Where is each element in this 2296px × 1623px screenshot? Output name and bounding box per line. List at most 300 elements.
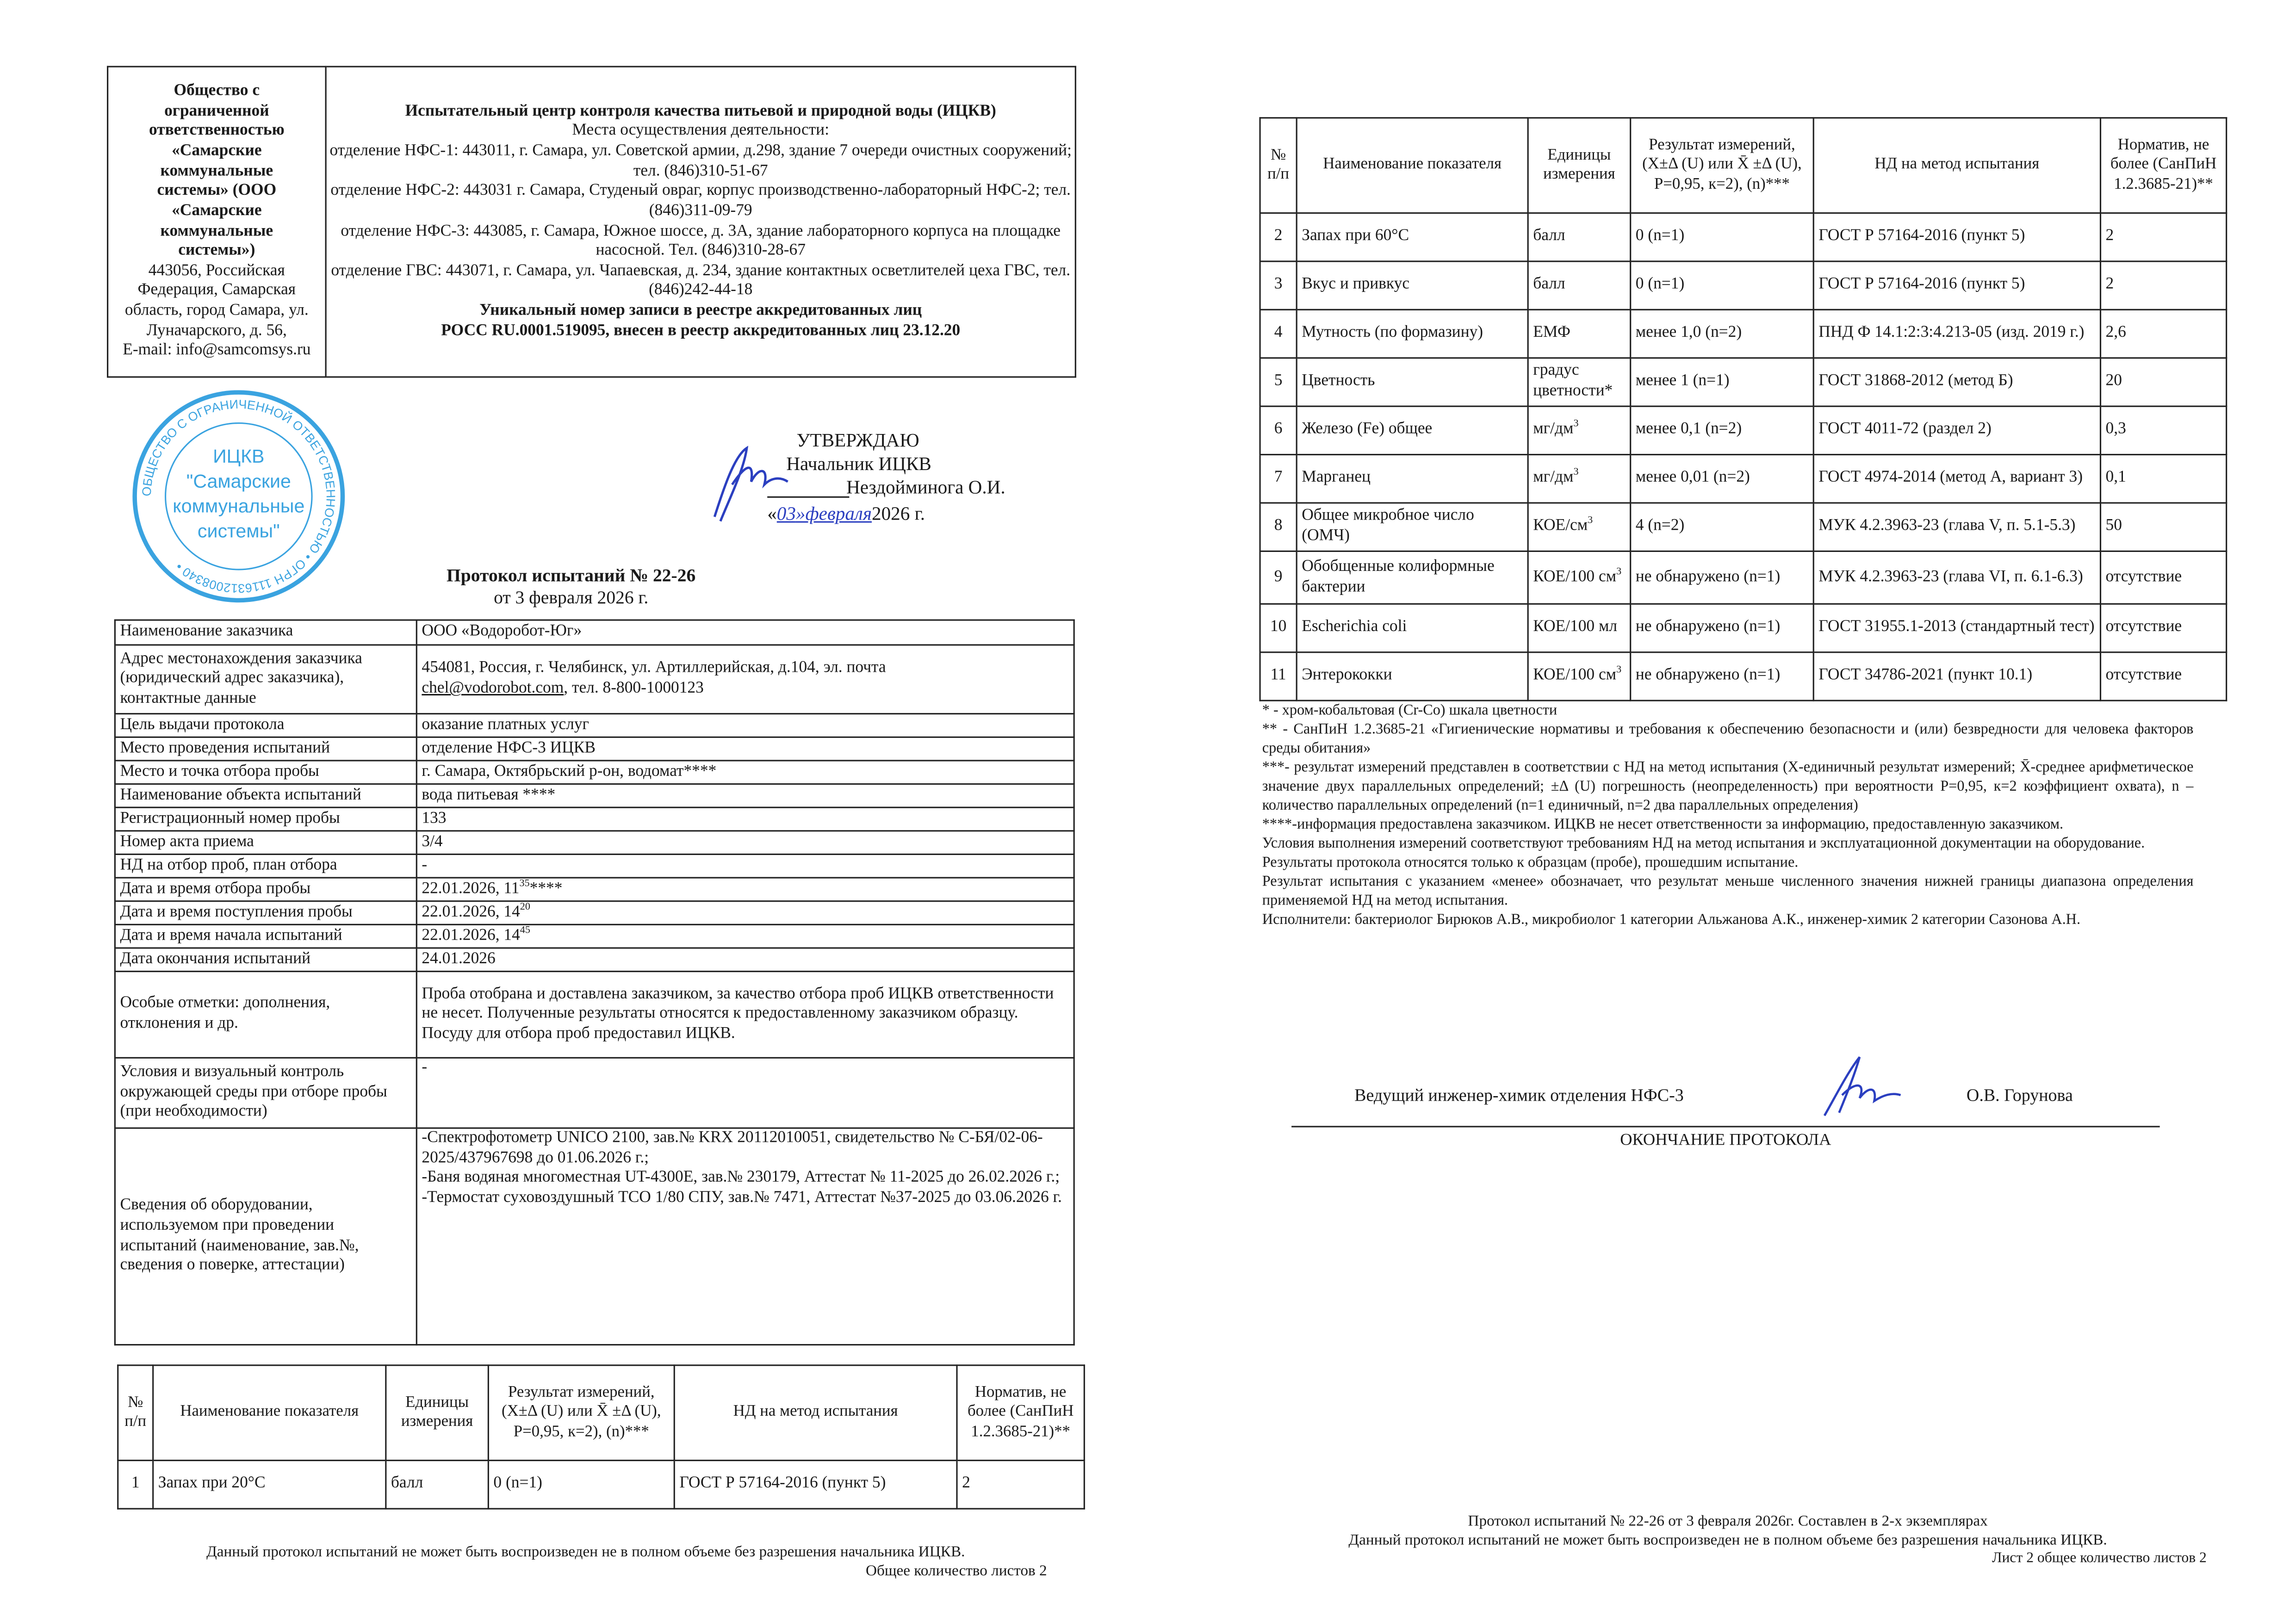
info-row <box>115 972 1074 1058</box>
footnote-item: * - хром-кобальтовая (Cr-Co) шкала цветности <box>1262 702 1558 719</box>
cell-unit <box>1528 551 1631 604</box>
approval-title: УТВЕРЖДАЮ <box>796 429 919 451</box>
cell-num-text: 9 <box>1274 567 1283 585</box>
cell-result-text: менее 1,0 (n=2) <box>1635 323 1742 341</box>
org-address-line: Федерация, Самарская <box>137 282 296 300</box>
cell-name <box>1297 652 1528 700</box>
time-minutes: 20 <box>520 900 530 912</box>
info-value-text: ООО «Водоробот-Юг» <box>422 622 582 640</box>
cell-name <box>1297 358 1528 406</box>
info-row <box>115 714 1074 737</box>
cell-result <box>488 1461 674 1509</box>
column-header-name: Наименование показателя <box>1297 118 1528 213</box>
cell-method <box>1813 213 2100 261</box>
cell-name <box>1297 406 1528 454</box>
cell-num <box>1260 310 1297 358</box>
cell-name <box>1297 551 1528 604</box>
approval-year: 2026 г. <box>872 502 925 524</box>
cell-method-text: ГОСТ Р 57164-2016 (пункт 5) <box>679 1474 886 1493</box>
cell-result <box>1631 604 1814 652</box>
cell-unit <box>1528 503 1631 551</box>
org-name-line: «Самарские <box>172 142 262 160</box>
info-label: Номер акта приема <box>115 831 416 855</box>
stamp-ring-text: ОБЩЕСТВО С ОГРАНИЧЕННОЙ ОТВЕТСТВЕННОСТЬЮ • ОГРН 1116312008340 • <box>139 397 338 595</box>
place-item: отделение НФС-3: 443085, г. Самара, Южное шоссе, д. 3А, здание лабораторного корпуса на площадке насосной. Тел. (846)310-28-67 <box>341 222 1061 260</box>
footnotes <box>1262 701 2194 930</box>
cell-norm <box>2100 652 2226 700</box>
cell-num-text: 10 <box>1270 618 1287 636</box>
cell-name-text: Железо (Fe) общее <box>1302 420 1433 438</box>
info-row <box>115 784 1074 808</box>
cell-name <box>1297 261 1528 310</box>
org-info-cell <box>108 67 326 377</box>
cell-norm-text: отсутствие <box>2105 666 2182 684</box>
info-row <box>115 645 1074 714</box>
cell-result-text: 0 (n=1) <box>493 1474 542 1493</box>
cell-num-text: 6 <box>1274 420 1283 438</box>
cell-name-text: Цветность <box>1302 372 1375 390</box>
info-row <box>115 737 1074 761</box>
cell-result <box>1631 652 1814 700</box>
column-header-norm: Норматив, не более (СанПиН 1.2.3685-21)** <box>957 1365 1084 1461</box>
approval-day: 03 <box>776 502 796 524</box>
cell-num <box>1260 213 1297 261</box>
cell-num-text: 2 <box>1274 227 1283 245</box>
result-row <box>1260 652 2227 700</box>
info-value <box>416 948 1074 972</box>
footnote-item: Условия выполнения измерений соответствуют требованиям НД на метод испытания и эксплуатационной документации на оборудование. <box>1262 836 2145 852</box>
results-table-page2 <box>1259 117 2227 701</box>
cell-method-text: МУК 4.2.3963-23 (глава V, п. 5.1-5.3) <box>1818 517 2076 535</box>
cell-result <box>1631 455 1814 503</box>
cell-norm-text: 2,6 <box>2105 323 2126 341</box>
sample-info-table <box>114 619 1075 1346</box>
cell-norm-text: 20 <box>2105 372 2122 390</box>
info-value-text: - <box>422 856 428 874</box>
unit-exponent: 3 <box>1616 565 1622 577</box>
place-item: отделение ГВС: 443071, г. Самара, ул. Чапаевская, д. 234, здание контактных осветлителей цеха ГВС, тел. (846)242-44-18 <box>331 261 1071 300</box>
info-value <box>416 620 1074 645</box>
stamp-center-text: "Самарские <box>186 470 291 492</box>
cell-unit-text: КОЕ/см <box>1533 517 1588 535</box>
info-value-text: - <box>422 1058 428 1076</box>
org-header-table <box>107 66 1076 378</box>
info-value <box>416 1128 1074 1344</box>
result-row <box>1260 406 2227 454</box>
cell-name-text: Общее микробное число (ОМЧ) <box>1302 507 1474 545</box>
info-label: Особые отметки: дополнения, отклонения и др. <box>115 972 416 1058</box>
cell-result-text: не обнаружено (n=1) <box>1635 618 1781 636</box>
cell-result-text: не обнаружено (n=1) <box>1635 567 1781 585</box>
column-header-result: Результат измерений, (X±Δ (U) или X̄ ±Δ (U), P=0,95, к=2), (n)*** <box>1631 118 1814 213</box>
unit-exponent: 3 <box>1588 514 1593 527</box>
column-header-norm: Норматив, не более (СанПиН 1.2.3685-21)** <box>2100 118 2226 213</box>
info-row <box>115 1128 1074 1344</box>
header-row <box>118 1365 1085 1461</box>
info-label: Дата окончания испытаний <box>115 948 416 972</box>
cell-norm-text: 2 <box>2105 275 2114 293</box>
result-row <box>1260 261 2227 310</box>
cell-result <box>1631 358 1814 406</box>
cell-result-text: 0 (n=1) <box>1635 275 1685 293</box>
date-quote: « <box>767 502 777 524</box>
cell-name <box>153 1461 386 1509</box>
places-label: Места осуществления деятельности: <box>572 122 829 140</box>
cell-norm <box>2100 406 2226 454</box>
info-value <box>416 854 1074 878</box>
cell-num-text: 11 <box>1270 666 1286 684</box>
cell-name-text: Escherichia coli <box>1302 618 1407 636</box>
cell-norm-text: 50 <box>2105 517 2122 535</box>
place-item: отделение НФС-1: 443011, г. Самара, ул. Советской армии, д.298, здание 7 очереди очистных сооружений; тел. (846)310-51-67 <box>329 142 1072 180</box>
cell-unit <box>1528 261 1631 310</box>
info-label: Условия и визуальный контроль окружающей среды при отборе пробы (при необходимости) <box>115 1058 416 1128</box>
cell-num <box>1260 261 1297 310</box>
cell-method <box>1813 503 2100 551</box>
places-list <box>329 142 1072 302</box>
cell-unit-text: КОЕ/100 см <box>1533 666 1617 684</box>
info-row <box>115 1058 1074 1128</box>
cell-unit <box>1528 406 1631 454</box>
cell-method-text: ПНД Ф 14.1:2:3:4.213-05 (изд. 2019 г.) <box>1818 323 2085 341</box>
page2-copies: Протокол испытаний № 22-26 от 3 февраля 2026г. Составлен в 2-х экземплярах <box>1468 1514 1988 1530</box>
end-of-protocol: ОКОНЧАНИЕ ПРОТОКОЛА <box>1620 1132 1831 1150</box>
cell-unit <box>1528 358 1631 406</box>
org-address-line: область, город Самара, ул. <box>124 302 309 320</box>
page1-notice: Данный протокол испытаний не может быть воспроизведен не в полном объеме без разрешения начальника ИЦКВ. <box>206 1544 965 1561</box>
info-value <box>416 807 1074 831</box>
registry-line-2: РОСС RU.0001.519095, внесен в реестр аккредитованных лиц 23.12.20 <box>441 322 961 340</box>
approval-position: Начальник ИЦКВ <box>786 452 931 475</box>
cell-unit <box>386 1461 489 1509</box>
approval-month: »февраля <box>795 502 872 524</box>
info-value-text: вода питьевая **** <box>422 786 556 804</box>
info-row <box>115 948 1074 972</box>
cell-num-text: 4 <box>1274 323 1283 341</box>
info-value <box>416 831 1074 855</box>
cell-method <box>1813 310 2100 358</box>
results-table-page1 <box>117 1364 1085 1509</box>
cell-norm-text: отсутствие <box>2105 618 2182 636</box>
info-value <box>416 901 1074 925</box>
footnote-item: Результат испытания с указанием «менее» обозначает, что результат меньше численного значения нижней границы диапазона определения применяемой НД на метод испытания. <box>1262 874 2194 910</box>
org-address <box>110 262 323 362</box>
signoff-name: О.В. Горунова <box>1966 1084 2073 1106</box>
cell-num <box>1260 406 1297 454</box>
cell-norm <box>2100 604 2226 652</box>
cell-result-text: 0 (n=1) <box>1635 227 1685 245</box>
cell-method-text: ГОСТ 4011-72 (раздел 2) <box>1818 420 1992 438</box>
cell-norm <box>2100 503 2226 551</box>
org-name-line: системы») <box>178 242 255 260</box>
cell-method-text: МУК 4.2.3963-23 (глава VI, п. 6.1-6.3) <box>1818 567 2083 585</box>
info-value-text: 22.01.2026, 14 <box>422 926 520 944</box>
cell-name-text: Вкус и привкус <box>1302 275 1410 293</box>
info-value-text: Проба отобрана и доставлена заказчиком, за качество отбора проб ИЦКВ ответственности не несет. Полученные результаты относятся к предоставленному заказчиком образцу. Посуду для отбора проб предоставил ИЦКВ. <box>422 985 1054 1042</box>
cell-name <box>1297 455 1528 503</box>
cell-norm <box>2100 358 2226 406</box>
equipment-item: -Баня водяная многоместная UT-4300E, зав.№ 230179, Аттестат № 11-2025 до 26.02.2026 г.; <box>422 1169 1060 1187</box>
cell-name <box>1297 310 1528 358</box>
cell-name-text: Запах при 60°С <box>1302 227 1409 245</box>
page2-sheet-count: Лист 2 общее количество листов 2 <box>1992 1550 2207 1567</box>
cell-method-text: ГОСТ 4974-2014 (метод А, вариант 3) <box>1818 469 2083 487</box>
cell-result-text: менее 0,1 (n=2) <box>1635 420 1742 438</box>
stamp-center-text: коммунальные <box>173 495 305 517</box>
cell-method-text: ГОСТ 34786-2021 (пункт 10.1) <box>1818 666 2033 684</box>
approval-name: Нездойминога О.И. <box>846 476 1005 498</box>
cell-unit-text: ЕМФ <box>1533 323 1570 341</box>
cell-method <box>1813 261 2100 310</box>
info-value-text: 454081, Россия, г. Челябинск, ул. Артиллерийская, д.104, эл. почта <box>422 659 886 677</box>
cell-norm-text: 0,1 <box>2105 469 2126 487</box>
cell-unit-text: балл <box>1533 227 1565 245</box>
cell-method <box>1813 604 2100 652</box>
cell-unit <box>1528 652 1631 700</box>
column-header-method: НД на метод испытания <box>674 1365 957 1461</box>
footnote-item: ***- результат измерений представлен в соответствии с НД на метод испытания (Х-единичный результат измерений; X̄-среднее арифметическое значение двух параллельных определений; ±Δ (U) погрешность (неопределенность) при вероятности P=0,95, к=2 коэффициент охвата), n – количество параллельных определений (n=1 единичный, n=2 два параллельных определения) <box>1262 760 2194 814</box>
info-value-text: 22.01.2026, 14 <box>422 903 520 921</box>
protocol-date: от 3 февраля 2026 г. <box>494 587 649 608</box>
lab-title: Испытательный центр контроля качества питьевой и природной воды (ИЦКВ) <box>405 102 996 120</box>
column-header-unit: Единицы измерения <box>1528 118 1631 213</box>
info-value-text: 24.01.2026 <box>422 949 496 967</box>
cell-method <box>1813 551 2100 604</box>
result-row <box>1260 503 2227 551</box>
cell-unit-text: мг/дм <box>1533 469 1574 487</box>
cell-norm-text: отсутствие <box>2105 567 2182 585</box>
cell-result-text: менее 1 (n=1) <box>1635 372 1730 390</box>
cell-result-text: менее 0,01 (n=2) <box>1635 469 1750 487</box>
cell-norm <box>2100 213 2226 261</box>
info-label: Место и точка отбора пробы <box>115 761 416 784</box>
place-item: отделение НФС-2: 443031 г. Самара, Студеный овраг, корпус производственно-лабораторный НФС-2; тел. (846)311-09-79 <box>330 181 1071 220</box>
equipment-item: -Спектрофотометр UNICO 2100, зав.№ KRX 20112010051, свидетельство № С-БЯ/02-06-2025/437967698 до 01.06.2026 г.; <box>422 1128 1043 1167</box>
cell-result <box>1631 213 1814 261</box>
info-label: Наименование объекта испытаний <box>115 784 416 808</box>
org-address-line: E-mail: info@samcomsys.ru <box>123 341 311 359</box>
column-header-num: № п/п <box>118 1365 153 1461</box>
cell-result-text: не обнаружено (n=1) <box>1635 666 1781 684</box>
cell-unit-text: КОЕ/100 см <box>1533 567 1617 585</box>
page1-sheet-count: Общее количество листов 2 <box>865 1563 1047 1580</box>
cell-norm <box>2100 455 2226 503</box>
info-value-text: оказание платных услуг <box>422 715 590 733</box>
cell-unit <box>1528 604 1631 652</box>
info-value <box>416 761 1074 784</box>
result-row <box>118 1461 1085 1509</box>
cell-name-text: Мутность (по формазину) <box>1302 323 1483 341</box>
info-label: Адрес местонахождения заказчика (юридический адрес заказчика), контактные данные <box>115 645 416 714</box>
cell-method <box>1813 358 2100 406</box>
info-value-text: г. Самара, Октябрьский р-он, водомат**** <box>422 762 717 780</box>
info-label: Цель выдачи протокола <box>115 714 416 737</box>
cell-name-text: Обобщенные колиформные бактерии <box>1302 558 1495 595</box>
cell-name-text: Энтерококки <box>1302 666 1392 684</box>
column-header-name: Наименование показателя <box>153 1365 386 1461</box>
signoff-position: Ведущий инженер-химик отделения НФС-3 <box>1354 1084 1684 1106</box>
cell-num <box>1260 652 1297 700</box>
stamp-seal-icon <box>129 386 348 606</box>
cell-method <box>1813 455 2100 503</box>
cell-norm-text: 2 <box>2105 227 2114 245</box>
cell-unit <box>1528 455 1631 503</box>
cell-norm <box>957 1461 1084 1509</box>
time-minutes: 45 <box>520 923 530 935</box>
cell-method-text: ГОСТ 31868-2012 (метод Б) <box>1818 372 2013 390</box>
info-value <box>416 737 1074 761</box>
cell-name-text: Марганец <box>1302 469 1371 487</box>
cell-unit-text: мг/дм <box>1533 420 1574 438</box>
end-divider <box>1291 1126 2160 1127</box>
column-header-num: № п/п <box>1260 118 1297 213</box>
cell-method <box>1813 406 2100 454</box>
cell-result <box>1631 310 1814 358</box>
info-row <box>115 924 1074 948</box>
org-name-line: системы» (ООО <box>157 181 277 199</box>
info-value <box>416 714 1074 737</box>
cell-num-text: 5 <box>1274 372 1283 390</box>
info-value-suffix: , тел. 8-800-1000123 <box>564 679 704 697</box>
info-label: Дата и время поступления пробы <box>115 901 416 925</box>
info-row <box>115 761 1074 784</box>
cell-num-text: 8 <box>1274 517 1283 535</box>
footnote-item: Исполнители: бактериолог Бирюков А.В., микробиолог 1 категории Альжанова А.К., инженер-химик 2 категории Сазонова А.Н. <box>1262 912 2081 929</box>
cell-unit <box>1528 310 1631 358</box>
registry-line-1: Уникальный номер записи в реестре аккредитованных лиц <box>479 302 922 320</box>
time-minutes: 35 <box>519 877 530 889</box>
info-value <box>416 924 1074 948</box>
org-name-line: ограниченной <box>164 102 269 120</box>
organization-stamp <box>129 386 348 606</box>
cell-method-text: ГОСТ Р 57164-2016 (пункт 5) <box>1818 227 2025 245</box>
cell-name-text: Запах при 20°С <box>158 1474 266 1493</box>
info-value <box>416 878 1074 901</box>
info-row <box>115 807 1074 831</box>
unit-exponent: 3 <box>1573 418 1579 430</box>
result-row <box>1260 455 2227 503</box>
stamp-center-text: ИЦКВ <box>213 445 265 467</box>
info-value <box>416 645 1074 714</box>
approval-block <box>703 429 1054 546</box>
info-label: Место проведения испытаний <box>115 737 416 761</box>
cell-num <box>1260 455 1297 503</box>
info-label: Регистрационный номер пробы <box>115 807 416 831</box>
cell-unit-text: КОЕ/100 мл <box>1533 618 1618 636</box>
org-name-line: «Самарские <box>172 202 262 220</box>
cell-norm-text: 0,3 <box>2105 420 2126 438</box>
info-value-text: отделение НФС-3 ИЦКВ <box>422 739 596 757</box>
cell-name <box>1297 503 1528 551</box>
info-row <box>115 831 1074 855</box>
lab-info-cell <box>326 67 1075 377</box>
column-header-unit: Единицы измерения <box>386 1365 489 1461</box>
result-row <box>1260 213 2227 261</box>
column-header-method: НД на метод испытания <box>1813 118 2100 213</box>
info-label: Дата и время начала испытаний <box>115 924 416 948</box>
protocol-title: Протокол испытаний № 22-26 <box>447 565 696 586</box>
cell-num <box>118 1461 153 1509</box>
org-name-line: коммунальные <box>160 161 273 180</box>
cell-unit-text: градус цветности* <box>1533 362 1613 400</box>
info-label: Наименование заказчика <box>115 620 416 645</box>
cell-num <box>1260 604 1297 652</box>
cell-norm <box>2100 261 2226 310</box>
header-row <box>1260 118 2227 213</box>
footnote-item: ****-информация предоставлена заказчиком. ИЦКВ не несет ответственности за информацию, предоставленную заказчиком. <box>1262 817 2064 833</box>
protocol-heading <box>351 565 790 610</box>
org-address-line: 443056, Российская <box>148 261 285 279</box>
info-label: НД на отбор проб, план отбора <box>115 854 416 878</box>
result-row <box>1260 604 2227 652</box>
cell-num-text: 3 <box>1274 275 1283 293</box>
cell-unit <box>1528 213 1631 261</box>
info-row <box>115 878 1074 901</box>
info-label: Дата и время отбора пробы <box>115 878 416 901</box>
cell-method <box>674 1461 957 1509</box>
equipment-item: -Термостат суховоздушный ТСО 1/80 СПУ, зав.№ 7471, Аттестат №37-2025 до 03.06.2026 г. <box>422 1189 1062 1207</box>
cell-result-text: 4 (n=2) <box>1635 517 1685 535</box>
approval-date <box>767 502 925 525</box>
footnote-item: ** - СанПиН 1.2.3685-21 «Гигиенические нормативы и требования к обеспечению безопасности и (или) безвредности для человека факторов среды обитания» <box>1262 722 2194 757</box>
info-value-text: 133 <box>422 809 447 827</box>
cell-result <box>1631 261 1814 310</box>
info-row <box>115 901 1074 925</box>
org-name <box>110 82 323 262</box>
unit-exponent: 3 <box>1573 466 1579 478</box>
cell-unit-text: балл <box>391 1474 423 1493</box>
page2-notice: Данный протокол испытаний не может быть воспроизведен не в полном объеме без разрешения начальника ИЦКВ. <box>1348 1533 2107 1549</box>
result-row <box>1260 551 2227 604</box>
info-value-suffix: **** <box>529 879 563 897</box>
cell-num <box>1260 551 1297 604</box>
org-name-line: Общество с <box>174 81 260 99</box>
info-label: Сведения об оборудовании, используемом при проведении испытаний (наименование, зав.№, сведения о поверке, аттестации) <box>115 1128 416 1344</box>
cell-norm <box>2100 310 2226 358</box>
cell-num <box>1260 358 1297 406</box>
engineer-signature-icon <box>1816 1051 1906 1121</box>
cell-method-text: ГОСТ 31955.1-2013 (стандартный тест) <box>1818 618 2095 636</box>
column-header-result: Результат измерений, (X±Δ (U) или X̄ ±Δ (U), P=0,95, к=2), (n)*** <box>488 1365 674 1461</box>
info-value <box>416 1058 1074 1128</box>
cell-result <box>1631 503 1814 551</box>
result-row <box>1260 310 2227 358</box>
cell-norm <box>2100 551 2226 604</box>
info-value <box>416 972 1074 1058</box>
cell-method <box>1813 652 2100 700</box>
signature-line <box>767 496 849 498</box>
cell-name <box>1297 604 1528 652</box>
stamp-center-text: системы" <box>197 520 280 542</box>
info-row <box>115 854 1074 878</box>
customer-email-link[interactable]: chel@vodorobot.com <box>422 679 564 697</box>
org-address-line: Луначарского, д. 56, <box>146 322 287 340</box>
org-name-line: ответственностью <box>149 122 285 140</box>
cell-unit-text: балл <box>1533 275 1565 293</box>
cell-num-text: 1 <box>131 1474 140 1493</box>
unit-exponent: 3 <box>1616 663 1622 676</box>
cell-result <box>1631 551 1814 604</box>
cell-num-text: 7 <box>1274 469 1283 487</box>
cell-norm-text: 2 <box>962 1474 970 1493</box>
cell-method-text: ГОСТ Р 57164-2016 (пункт 5) <box>1818 275 2025 293</box>
result-row <box>1260 358 2227 406</box>
cell-num <box>1260 503 1297 551</box>
cell-result <box>1631 406 1814 454</box>
info-value-text: 22.01.2026, 11 <box>422 879 520 897</box>
org-name-line: коммунальные <box>160 222 273 240</box>
cell-name <box>1297 213 1528 261</box>
